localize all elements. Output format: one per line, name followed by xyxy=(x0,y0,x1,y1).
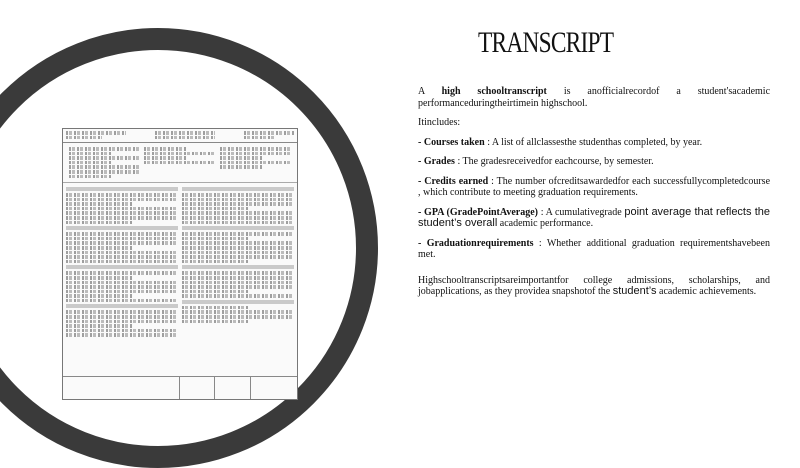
intro-text: is anofficialrecordof a student'sacademic performanceduringtheirtimein highschool. xyxy=(418,86,771,109)
closing-text: Highschooltranscriptsareimportantfor college admissions, scholarships, and jobapplications, as they providea snapshotof the xyxy=(418,274,770,297)
item-label: Graduationrequirements xyxy=(426,237,534,249)
bullet: - xyxy=(418,156,422,167)
slide-title: TRANSCRIPT xyxy=(478,26,614,59)
list-item-grades xyxy=(418,156,770,168)
includes-label: Itincludes: xyxy=(418,117,461,128)
list-item-graduation xyxy=(418,238,770,261)
closing-text-end: academic achievements. xyxy=(659,286,757,297)
slide-body xyxy=(418,86,770,306)
item-label: Credits earned xyxy=(424,175,489,187)
intro-article: A xyxy=(418,86,425,97)
closing-text-large: student’s xyxy=(612,285,657,297)
transcript-footer xyxy=(63,376,297,399)
transcript-header xyxy=(63,129,297,143)
item-text: : A cumulativegrade xyxy=(540,206,622,218)
intro-term: high schooltranscript xyxy=(441,86,547,97)
item-label: Courses taken xyxy=(423,136,485,148)
list-item-gpa xyxy=(418,207,770,230)
bullet: - xyxy=(418,175,422,187)
item-label: GPA (GradePointAverage) xyxy=(424,206,539,218)
bullet: - xyxy=(418,136,422,148)
item-label: Grades xyxy=(423,156,455,167)
transcript-document-image xyxy=(62,128,298,400)
item-text: : Whether additional graduation requirementshavebeen met. xyxy=(418,237,770,260)
course-records xyxy=(63,183,297,340)
item-text: : A list of allclassesthe studenthas completed, by year. xyxy=(487,136,703,148)
list-item-credits xyxy=(418,176,770,199)
item-text-end: academic performance. xyxy=(499,218,594,229)
bullet: - xyxy=(418,237,422,249)
bullet: - xyxy=(418,206,422,218)
intro-paragraph xyxy=(418,86,770,109)
closing-paragraph xyxy=(418,275,770,298)
student-info-block xyxy=(63,143,297,183)
item-text: : The gradesreceivedfor eachcourse, by semester. xyxy=(457,156,654,167)
item-text: : The number ofcreditsawardedfor each successfullycompletedcourse , which contribute to meeting graduation requirements. xyxy=(418,175,771,198)
list-item-courses xyxy=(418,137,770,149)
item-text-large: point average that reflects the student’s overall xyxy=(418,205,771,229)
